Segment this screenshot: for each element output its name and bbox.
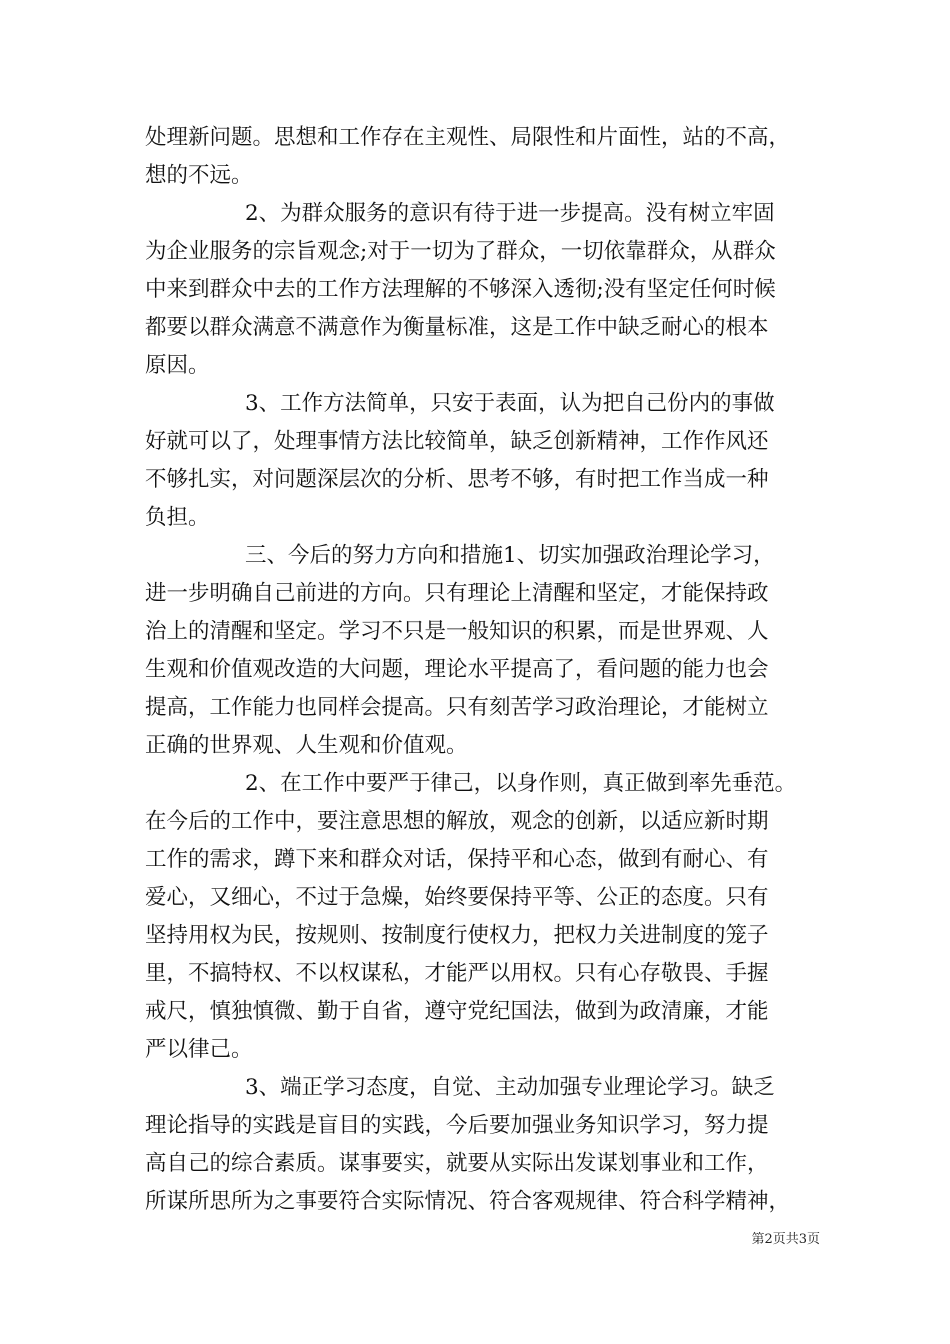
text-line: 在今后的工作中，要注意思想的解放，观念的创新，以适应新时期: [145, 809, 769, 834]
text-line-indented: 3、端正学习态度，自觉、主动加强专业理论学习。缺乏: [245, 1075, 775, 1100]
text-line-indented: 2、在工作中要严于律己，以身作则，真正做到率先垂范。: [245, 771, 797, 796]
text-line: 都要以群众满意不满意作为衡量标准，这是工作中缺乏耐心的根本: [145, 315, 769, 340]
text-line: 理论指导的实践是盲目的实践，今后要加强业务知识学习，努力提: [145, 1113, 769, 1138]
text-line-indented: 三、今后的努力方向和措施1、切实加强政治理论学习，: [245, 543, 775, 568]
text-line: 中来到群众中去的工作方法理解的不够深入透彻;没有坚定任何时候: [145, 277, 776, 302]
text-line: 原因。: [145, 353, 210, 378]
text-line: 想的不远。: [145, 163, 253, 188]
text-line: 为企业服务的宗旨观念;对于一切为了群众，一切依靠群众，从群众: [145, 239, 776, 264]
text-line: 提高，工作能力也同样会提高。只有刻苦学习政治理论，才能树立: [145, 695, 769, 720]
text-line: 严以律己。: [145, 1037, 253, 1062]
text-line: 所谋所思所为之事要符合实际情况、符合客观规律、符合科学精神，: [145, 1189, 791, 1214]
text-line: 工作的需求，蹲下来和群众对话，保持平和心态，做到有耐心、有: [145, 847, 769, 872]
text-line: 生观和价值观改造的大问题，理论水平提高了，看问题的能力也会: [145, 657, 769, 682]
text-line: 正确的世界观、人生观和价值观。: [145, 733, 468, 758]
text-line: 里，不搞特权、不以权谋私，才能严以用权。只有心存敬畏、手握: [145, 961, 769, 986]
text-line: 治上的清醒和坚定。学习不只是一般知识的积累，而是世界观、人: [145, 619, 769, 644]
text-line: 好就可以了，处理事情方法比较简单，缺乏创新精神，工作作风还: [145, 429, 769, 454]
text-line: 负担。: [145, 505, 210, 530]
text-line: 高自己的综合素质。谋事要实，就要从实际出发谋划事业和工作，: [145, 1151, 769, 1176]
text-line: 进一步明确自己前进的方向。只有理论上清醒和坚定，才能保持政: [145, 581, 769, 606]
text-line: 坚持用权为民，按规则、按制度行使权力，把权力关进制度的笼子: [145, 923, 769, 948]
text-line: 爱心，又细心，不过于急燥，始终要保持平等、公正的态度。只有: [145, 885, 769, 910]
text-line: 不够扎实，对问题深层次的分析、思考不够，有时把工作当成一种: [145, 467, 769, 492]
text-line-indented: 2、为群众服务的意识有待于进一步提高。没有树立牢固: [245, 201, 775, 226]
text-line: 处理新问题。思想和工作存在主观性、局限性和片面性，站的不高，: [145, 125, 791, 150]
text-line: 戒尺，慎独慎微、勤于自省，遵守党纪国法，做到为政清廉，才能: [145, 999, 769, 1024]
page-number-footer: 第2页共3页: [751, 1232, 820, 1247]
text-line-indented: 3、工作方法简单，只安于表面，认为把自己份内的事做: [245, 391, 775, 416]
